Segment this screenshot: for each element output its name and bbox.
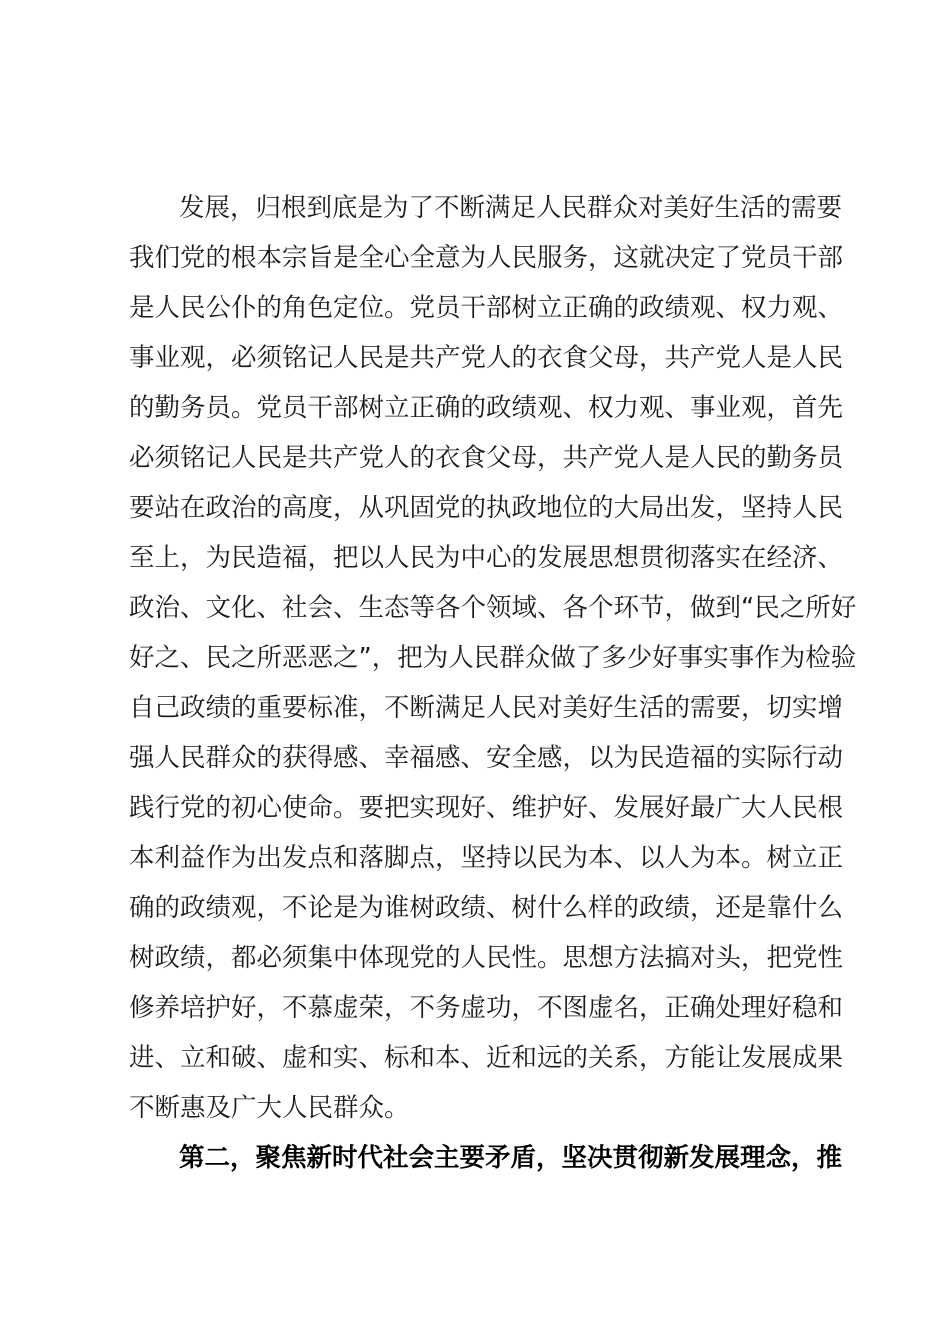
paragraph-line: 不断惠及广大人民群众。	[129, 1093, 410, 1123]
paragraph-line: 进、立和破、虚和实、标和本、近和远的关系，方能让发展成果	[129, 1043, 844, 1073]
paragraph-people-centered	[129, 183, 869, 1133]
paragraph-line: 强人民群众的获得感、幸福感、安全感，以为民造福的实际行动	[129, 743, 844, 773]
section-heading-second	[129, 1133, 869, 1183]
paragraph-line: 本利益作为出发点和落脚点，坚持以民为本、以人为本。树立正	[129, 843, 844, 873]
paragraph-line: 事业观，必须铭记人民是共产党人的衣食父母，共产党人是人民	[129, 343, 844, 373]
paragraph-line: 树政绩，都必须集中体现党的人民性。思想方法搞对头，把党性	[129, 943, 844, 973]
paragraph-line: 发展，归根到底是为了不断满足人民群众对美好生活的需要	[179, 193, 843, 223]
paragraph-line: 要站在政治的高度，从巩固党的执政地位的大局出发，坚持人民	[129, 493, 844, 523]
paragraph-line: 政治、文化、社会、生态等各个领域、各个环节，做到“民之所好	[129, 593, 857, 623]
heading-line: 第二，聚焦新时代社会主要矛盾，坚决贯彻新发展理念，推	[179, 1143, 843, 1173]
paragraph-line: 践行党的初心使命。要把实现好、维护好、发展好最广大人民根	[129, 793, 844, 823]
paragraph-line: 是人民公仆的角色定位。党员干部树立正确的政绩观、权力观、	[129, 293, 844, 323]
paragraph-line: 好之、民之所恶恶之”，把为人民群众做了多少好事实事作为检验	[129, 643, 857, 673]
paragraph-line: 至上，为民造福，把以人民为中心的发展思想贯彻落实在经济、	[129, 543, 844, 573]
paragraph-line: 自己政绩的重要标准，不断满足人民对美好生活的需要，切实增	[129, 693, 844, 723]
paragraph-line: 确的政绩观，不论是为谁树政绩、树什么样的政绩，还是靠什么	[129, 893, 844, 923]
paragraph-line: 的勤务员。党员干部树立正确的政绩观、权力观、事业观，首先	[129, 393, 844, 423]
paragraph-line: 我们党的根本宗旨是全心全意为人民服务，这就决定了党员干部	[129, 243, 844, 273]
paragraph-line: 必须铭记人民是共产党人的衣食父母，共产党人是人民的勤务员	[129, 443, 844, 473]
document-body	[129, 183, 869, 1183]
paragraph-line: 修养培护好，不慕虚荣，不务虚功，不图虚名，正确处理好稳和	[129, 993, 844, 1023]
